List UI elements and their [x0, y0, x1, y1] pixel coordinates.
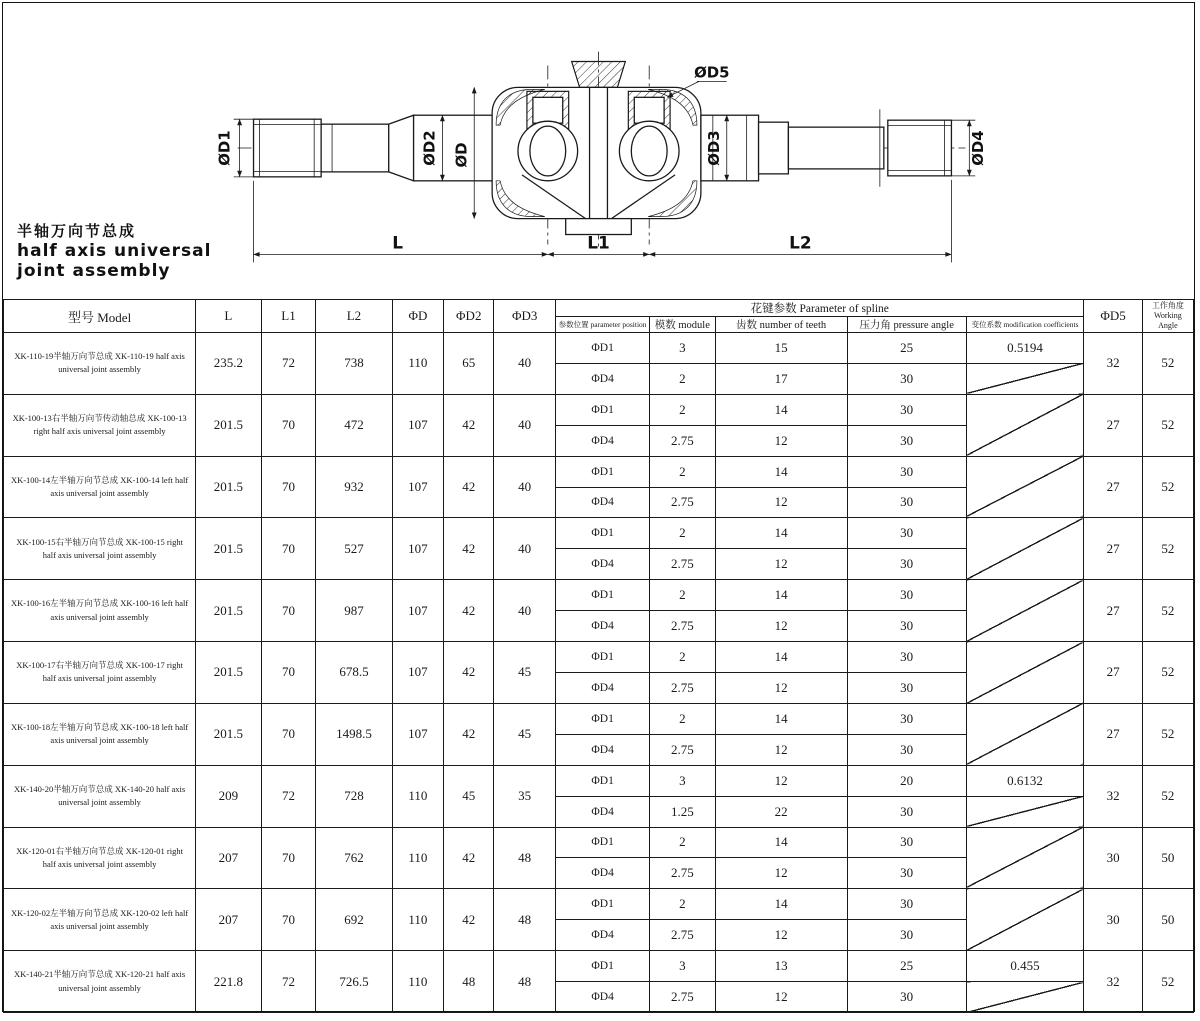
spline-module-cell: 2: [650, 703, 715, 734]
spline-coeff-blank-cell: [966, 889, 1084, 951]
right-bearing: [619, 91, 679, 180]
spline-pressure-cell: 30: [847, 920, 966, 951]
dim-d2-cell: 42: [444, 703, 494, 765]
dim-l1-cell: 72: [261, 765, 316, 827]
dim-d5-cell: 27: [1084, 703, 1142, 765]
model-cell: XK-100-14左半轴万向节总成 XK-100-14 left half axis universal joint assembly: [4, 456, 196, 518]
header-l1: L1: [261, 300, 316, 333]
model-cell: XK-100-16左半轴万向节总成 XK-100-16 left half axis universal joint assembly: [4, 580, 196, 642]
spline-module-cell: 2: [650, 394, 715, 425]
spline-coeff-blank-cell: [966, 703, 1084, 765]
spline-module-cell: 2.75: [650, 487, 715, 518]
spline-position-cell: ΦD1: [556, 580, 650, 611]
dim-l-cell: 207: [196, 889, 261, 951]
spline-pressure-cell: 30: [847, 858, 966, 889]
working-angle-cell: 52: [1142, 333, 1193, 395]
spline-module-cell: 1.25: [650, 796, 715, 827]
spline-pressure-cell: 30: [847, 827, 966, 858]
dim-d-cell: 110: [392, 765, 444, 827]
dim-d2-cell: 42: [444, 456, 494, 518]
dim-d-cell: 107: [392, 456, 444, 518]
spline-module-cell: 2.75: [650, 672, 715, 703]
spline-pressure-cell: 25: [847, 333, 966, 364]
header-d5: ΦD5: [1084, 300, 1142, 333]
working-angle-cell: 52: [1142, 456, 1193, 518]
spline-pressure-cell: 30: [847, 672, 966, 703]
dim-d3-cell: 48: [494, 951, 556, 1013]
dim-d3-cell: 40: [494, 394, 556, 456]
spline-coeff-blank-cell: [966, 982, 1084, 1013]
dim-d3-cell: 45: [494, 642, 556, 704]
dim-l2-cell: 726.5: [316, 951, 392, 1013]
dim-d5-cell: 32: [1084, 333, 1142, 395]
spline-pressure-cell: 30: [847, 580, 966, 611]
working-angle-cell: 52: [1142, 951, 1193, 1013]
spline-coeff-blank-cell: [966, 642, 1084, 704]
dim-d2-cell: 45: [444, 765, 494, 827]
header-teeth: 齿数 number of teeth: [715, 317, 847, 333]
dim-l-cell: 201.5: [196, 703, 261, 765]
dim-l-cell: 207: [196, 827, 261, 889]
spline-teeth-cell: 12: [715, 425, 847, 456]
dim-d5-cell: 27: [1084, 394, 1142, 456]
spline-position-cell: ΦD4: [556, 487, 650, 518]
dim-d3-cell: 45: [494, 703, 556, 765]
header-d2: ΦD2: [444, 300, 494, 333]
spline-module-cell: 2: [650, 456, 715, 487]
spline-position-cell: ΦD4: [556, 611, 650, 642]
header-l2: L2: [316, 300, 392, 333]
dim-l-cell: 201.5: [196, 394, 261, 456]
dim-d-cell: 110: [392, 889, 444, 951]
dim-l-cell: 221.8: [196, 951, 261, 1013]
dim-l1-cell: 70: [261, 580, 316, 642]
d5-leader: [667, 63, 729, 97]
spec-table-header: [4, 300, 1194, 333]
dim-d-cell: 107: [392, 518, 444, 580]
model-cell: XK-120-01右半轴万向节总成 XK-120-01 right half axis universal joint assembly: [4, 827, 196, 889]
spline-position-cell: ΦD4: [556, 363, 650, 394]
spline-pressure-cell: 30: [847, 796, 966, 827]
spline-pressure-cell: 30: [847, 703, 966, 734]
spline-teeth-cell: 12: [715, 487, 847, 518]
l-label: L: [392, 232, 404, 253]
spline-module-cell: 2.75: [650, 549, 715, 580]
dim-d-cell: 107: [392, 394, 444, 456]
spline-teeth-cell: 12: [715, 549, 847, 580]
dim-d5-cell: 27: [1084, 518, 1142, 580]
spline-pressure-cell: 30: [847, 611, 966, 642]
spline-module-cell: 3: [650, 333, 715, 364]
spline-teeth-cell: 17: [715, 363, 847, 394]
spline-module-cell: 3: [650, 951, 715, 982]
spline-pressure-cell: 30: [847, 518, 966, 549]
dim-d2-cell: 48: [444, 951, 494, 1013]
dim-l1-cell: 70: [261, 642, 316, 704]
spline-coeff-blank-cell: [966, 456, 1084, 518]
dim-l-cell: 201.5: [196, 518, 261, 580]
dim-l-cell: 235.2: [196, 333, 261, 395]
dim-d3-cell: 40: [494, 456, 556, 518]
spline-module-cell: 2: [650, 518, 715, 549]
spline-teeth-cell: 14: [715, 642, 847, 673]
header-spline-group: 花键参数 Parameter of spline: [556, 300, 1084, 317]
spline-teeth-cell: 12: [715, 765, 847, 796]
spline-position-cell: ΦD1: [556, 889, 650, 920]
spline-coeff-blank-cell: [966, 827, 1084, 889]
working-angle-cell: 52: [1142, 642, 1193, 704]
spline-pressure-cell: 30: [847, 982, 966, 1013]
dim-l2-cell: 762: [316, 827, 392, 889]
spline-module-cell: 2: [650, 889, 715, 920]
spline-teeth-cell: 12: [715, 920, 847, 951]
spline-teeth-cell: 12: [715, 611, 847, 642]
working-angle-cell: 52: [1142, 394, 1193, 456]
spline-pressure-cell: 30: [847, 456, 966, 487]
spline-coeff-blank-cell: [966, 518, 1084, 580]
spline-teeth-cell: 14: [715, 518, 847, 549]
header-d3: ΦD3: [494, 300, 556, 333]
model-cell: XK-120-02左半轴万向节总成 XK-120-02 left half axis universal joint assembly: [4, 889, 196, 951]
model-cell: XK-110-19半轴万向节总成 XK-110-19 half axis universal joint assembly: [4, 333, 196, 395]
spline-coeff-blank-cell: [966, 363, 1084, 394]
spline-teeth-cell: 14: [715, 456, 847, 487]
spline-pressure-cell: 30: [847, 642, 966, 673]
dim-l2-cell: 692: [316, 889, 392, 951]
dim-d3-cell: 48: [494, 889, 556, 951]
spline-teeth-cell: 14: [715, 703, 847, 734]
right-shaft: [759, 109, 952, 187]
spline-teeth-cell: 13: [715, 951, 847, 982]
header-l: L: [196, 300, 261, 333]
title-english-line2: joint assembly: [17, 260, 171, 281]
d1-label: ØD1: [215, 130, 234, 166]
spline-coeff-cell: 0.455: [966, 951, 1084, 982]
title-block: [17, 223, 211, 281]
spline-pressure-cell: 25: [847, 951, 966, 982]
spline-teeth-cell: 14: [715, 580, 847, 611]
dim-l2-cell: 527: [316, 518, 392, 580]
model-cell: XK-100-17右半轴万向节总成 XK-100-17 right half axis universal joint assembly: [4, 642, 196, 704]
model-cell: XK-140-21半轴万向节总成 XK-120-21 half axis universal joint assembly: [4, 951, 196, 1013]
spline-module-cell: 2.75: [650, 425, 715, 456]
dim-d3-cell: 40: [494, 580, 556, 642]
dim-d-cell: 110: [392, 333, 444, 395]
spline-module-cell: 3: [650, 765, 715, 796]
dim-d5-cell: 27: [1084, 580, 1142, 642]
working-angle-cell: 52: [1142, 518, 1193, 580]
dim-d5-cell: 30: [1084, 827, 1142, 889]
spline-coeff-cell: 0.6132: [966, 765, 1084, 796]
l2-label: L2: [789, 232, 812, 253]
header-d: ΦD: [392, 300, 444, 333]
l1-label: L1: [587, 232, 610, 253]
dim-d5-cell: 30: [1084, 889, 1142, 951]
spline-teeth-cell: 12: [715, 734, 847, 765]
spline-position-cell: ΦD4: [556, 858, 650, 889]
dim-l1-cell: 70: [261, 394, 316, 456]
spline-position-cell: ΦD1: [556, 456, 650, 487]
header-model: 型号 Model: [4, 300, 196, 333]
dim-d2-cell: 42: [444, 642, 494, 704]
spline-module-cell: 2.75: [650, 611, 715, 642]
header-working-angle-en: Working Angle: [1153, 311, 1182, 330]
dim-l1-cell: 70: [261, 518, 316, 580]
dim-l2-cell: 472: [316, 394, 392, 456]
dim-d5-cell: 32: [1084, 765, 1142, 827]
working-angle-cell: 50: [1142, 889, 1193, 951]
dim-l2-cell: 932: [316, 456, 392, 518]
dim-l2-cell: 738: [316, 333, 392, 395]
dim-l1-cell: 70: [261, 889, 316, 951]
dim-l-cell: 201.5: [196, 642, 261, 704]
dim-d2-cell: 42: [444, 580, 494, 642]
header-param-position: 参数位置 parameter position: [556, 317, 650, 333]
header-pressure-angle: 压力角 pressure angle: [847, 317, 966, 333]
spline-position-cell: ΦD1: [556, 951, 650, 982]
dim-d-cell: 110: [392, 951, 444, 1013]
spline-pressure-cell: 30: [847, 487, 966, 518]
spline-teeth-cell: 14: [715, 889, 847, 920]
spline-position-cell: ΦD1: [556, 642, 650, 673]
dim-d5-cell: 27: [1084, 456, 1142, 518]
spline-module-cell: 2: [650, 580, 715, 611]
spline-position-cell: ΦD4: [556, 734, 650, 765]
dim-d-cell: 107: [392, 703, 444, 765]
spline-teeth-cell: 15: [715, 333, 847, 364]
spline-position-cell: ΦD1: [556, 333, 650, 364]
dim-d2-cell: 65: [444, 333, 494, 395]
dim-l1-cell: 72: [261, 333, 316, 395]
dim-d2-cell: 42: [444, 827, 494, 889]
spline-module-cell: 2: [650, 363, 715, 394]
d-label: ØD: [452, 142, 471, 168]
spec-table-body: [4, 333, 1194, 1013]
d4-label: ØD4: [969, 130, 988, 166]
header-working-angle: [1142, 300, 1193, 333]
title-english-line1: half axis universal: [17, 240, 212, 261]
spline-position-cell: ΦD1: [556, 827, 650, 858]
dim-d5-cell: 27: [1084, 642, 1142, 704]
dim-d5-cell: 32: [1084, 951, 1142, 1013]
spline-coeff-blank-cell: [966, 796, 1084, 827]
dim-l-cell: 201.5: [196, 456, 261, 518]
d3-label: ØD3: [704, 130, 723, 166]
spec-table: [3, 299, 1194, 1013]
dim-l2-cell: 728: [316, 765, 392, 827]
spline-position-cell: ΦD4: [556, 549, 650, 580]
dim-d-cell: 107: [392, 580, 444, 642]
title-chinese: 半轴万向节总成: [17, 222, 137, 240]
spline-pressure-cell: 30: [847, 363, 966, 394]
d2-label: ØD2: [420, 130, 439, 166]
dim-d3-cell: 40: [494, 333, 556, 395]
spline-pressure-cell: 30: [847, 734, 966, 765]
spline-teeth-cell: 12: [715, 672, 847, 703]
dim-d3-cell: 35: [494, 765, 556, 827]
spline-pressure-cell: 30: [847, 549, 966, 580]
model-cell: XK-100-15右半轴万向节总成 XK-100-15 right half axis universal joint assembly: [4, 518, 196, 580]
working-angle-cell: 50: [1142, 827, 1193, 889]
top-cap: [572, 62, 626, 88]
dim-l2-cell: 1498.5: [316, 703, 392, 765]
spline-teeth-cell: 14: [715, 394, 847, 425]
header-working-angle-cn: 工作角度: [1151, 301, 1184, 310]
model-cell: XK-140-20半轴万向节总成 XK-140-20 half axis universal joint assembly: [4, 765, 196, 827]
spline-module-cell: 2.75: [650, 920, 715, 951]
dim-l-cell: 201.5: [196, 580, 261, 642]
dim-d2-cell: 42: [444, 889, 494, 951]
drawing-area: [3, 3, 1194, 299]
spline-teeth-cell: 14: [715, 827, 847, 858]
spline-module-cell: 2.75: [650, 858, 715, 889]
dim-d2-cell: 42: [444, 518, 494, 580]
working-angle-cell: 52: [1142, 703, 1193, 765]
dim-l1-cell: 70: [261, 703, 316, 765]
dim-d2-cell: 42: [444, 394, 494, 456]
spline-teeth-cell: 12: [715, 982, 847, 1013]
dim-l1-cell: 70: [261, 456, 316, 518]
left-spline-shaft: [254, 119, 322, 177]
dim-l-cell: 209: [196, 765, 261, 827]
working-angle-cell: 52: [1142, 580, 1193, 642]
spline-position-cell: ΦD4: [556, 982, 650, 1013]
header-mod-coeff: 变位系数 modification coefficients: [966, 317, 1084, 333]
spline-position-cell: ΦD4: [556, 425, 650, 456]
dim-l1-cell: 72: [261, 951, 316, 1013]
spline-position-cell: ΦD4: [556, 796, 650, 827]
working-angle-cell: 52: [1142, 765, 1193, 827]
spline-position-cell: ΦD1: [556, 394, 650, 425]
drawing-sheet: [2, 2, 1195, 1012]
header-module: 模数 module: [650, 317, 715, 333]
spline-position-cell: ΦD1: [556, 703, 650, 734]
spline-pressure-cell: 30: [847, 394, 966, 425]
spline-teeth-cell: 12: [715, 858, 847, 889]
spline-position-cell: ΦD4: [556, 920, 650, 951]
spline-position-cell: ΦD1: [556, 518, 650, 549]
spline-coeff-cell: 0.5194: [966, 333, 1084, 364]
d5-label: ØD5: [694, 63, 730, 82]
model-cell: XK-100-13右半轴万向节传动轴总成 XK-100-13 right half axis universal joint assembly: [4, 394, 196, 456]
dim-d3-cell: 48: [494, 827, 556, 889]
spline-coeff-blank-cell: [966, 580, 1084, 642]
model-cell: XK-100-18左半轴万向节总成 XK-100-18 left half axis universal joint assembly: [4, 703, 196, 765]
spline-position-cell: ΦD4: [556, 672, 650, 703]
spline-coeff-blank-cell: [966, 394, 1084, 456]
dim-l1-cell: 70: [261, 827, 316, 889]
spline-position-cell: ΦD1: [556, 765, 650, 796]
dim-l2-cell: 678.5: [316, 642, 392, 704]
dim-d-cell: 107: [392, 642, 444, 704]
left-bearing: [518, 91, 578, 180]
dim-d-cell: 110: [392, 827, 444, 889]
dim-l2-cell: 987: [316, 580, 392, 642]
spline-pressure-cell: 20: [847, 765, 966, 796]
spline-pressure-cell: 30: [847, 889, 966, 920]
spline-pressure-cell: 30: [847, 425, 966, 456]
spline-module-cell: 2: [650, 827, 715, 858]
dim-d3-cell: 40: [494, 518, 556, 580]
spline-teeth-cell: 22: [715, 796, 847, 827]
spline-module-cell: 2.75: [650, 982, 715, 1013]
spline-module-cell: 2.75: [650, 734, 715, 765]
spline-module-cell: 2: [650, 642, 715, 673]
